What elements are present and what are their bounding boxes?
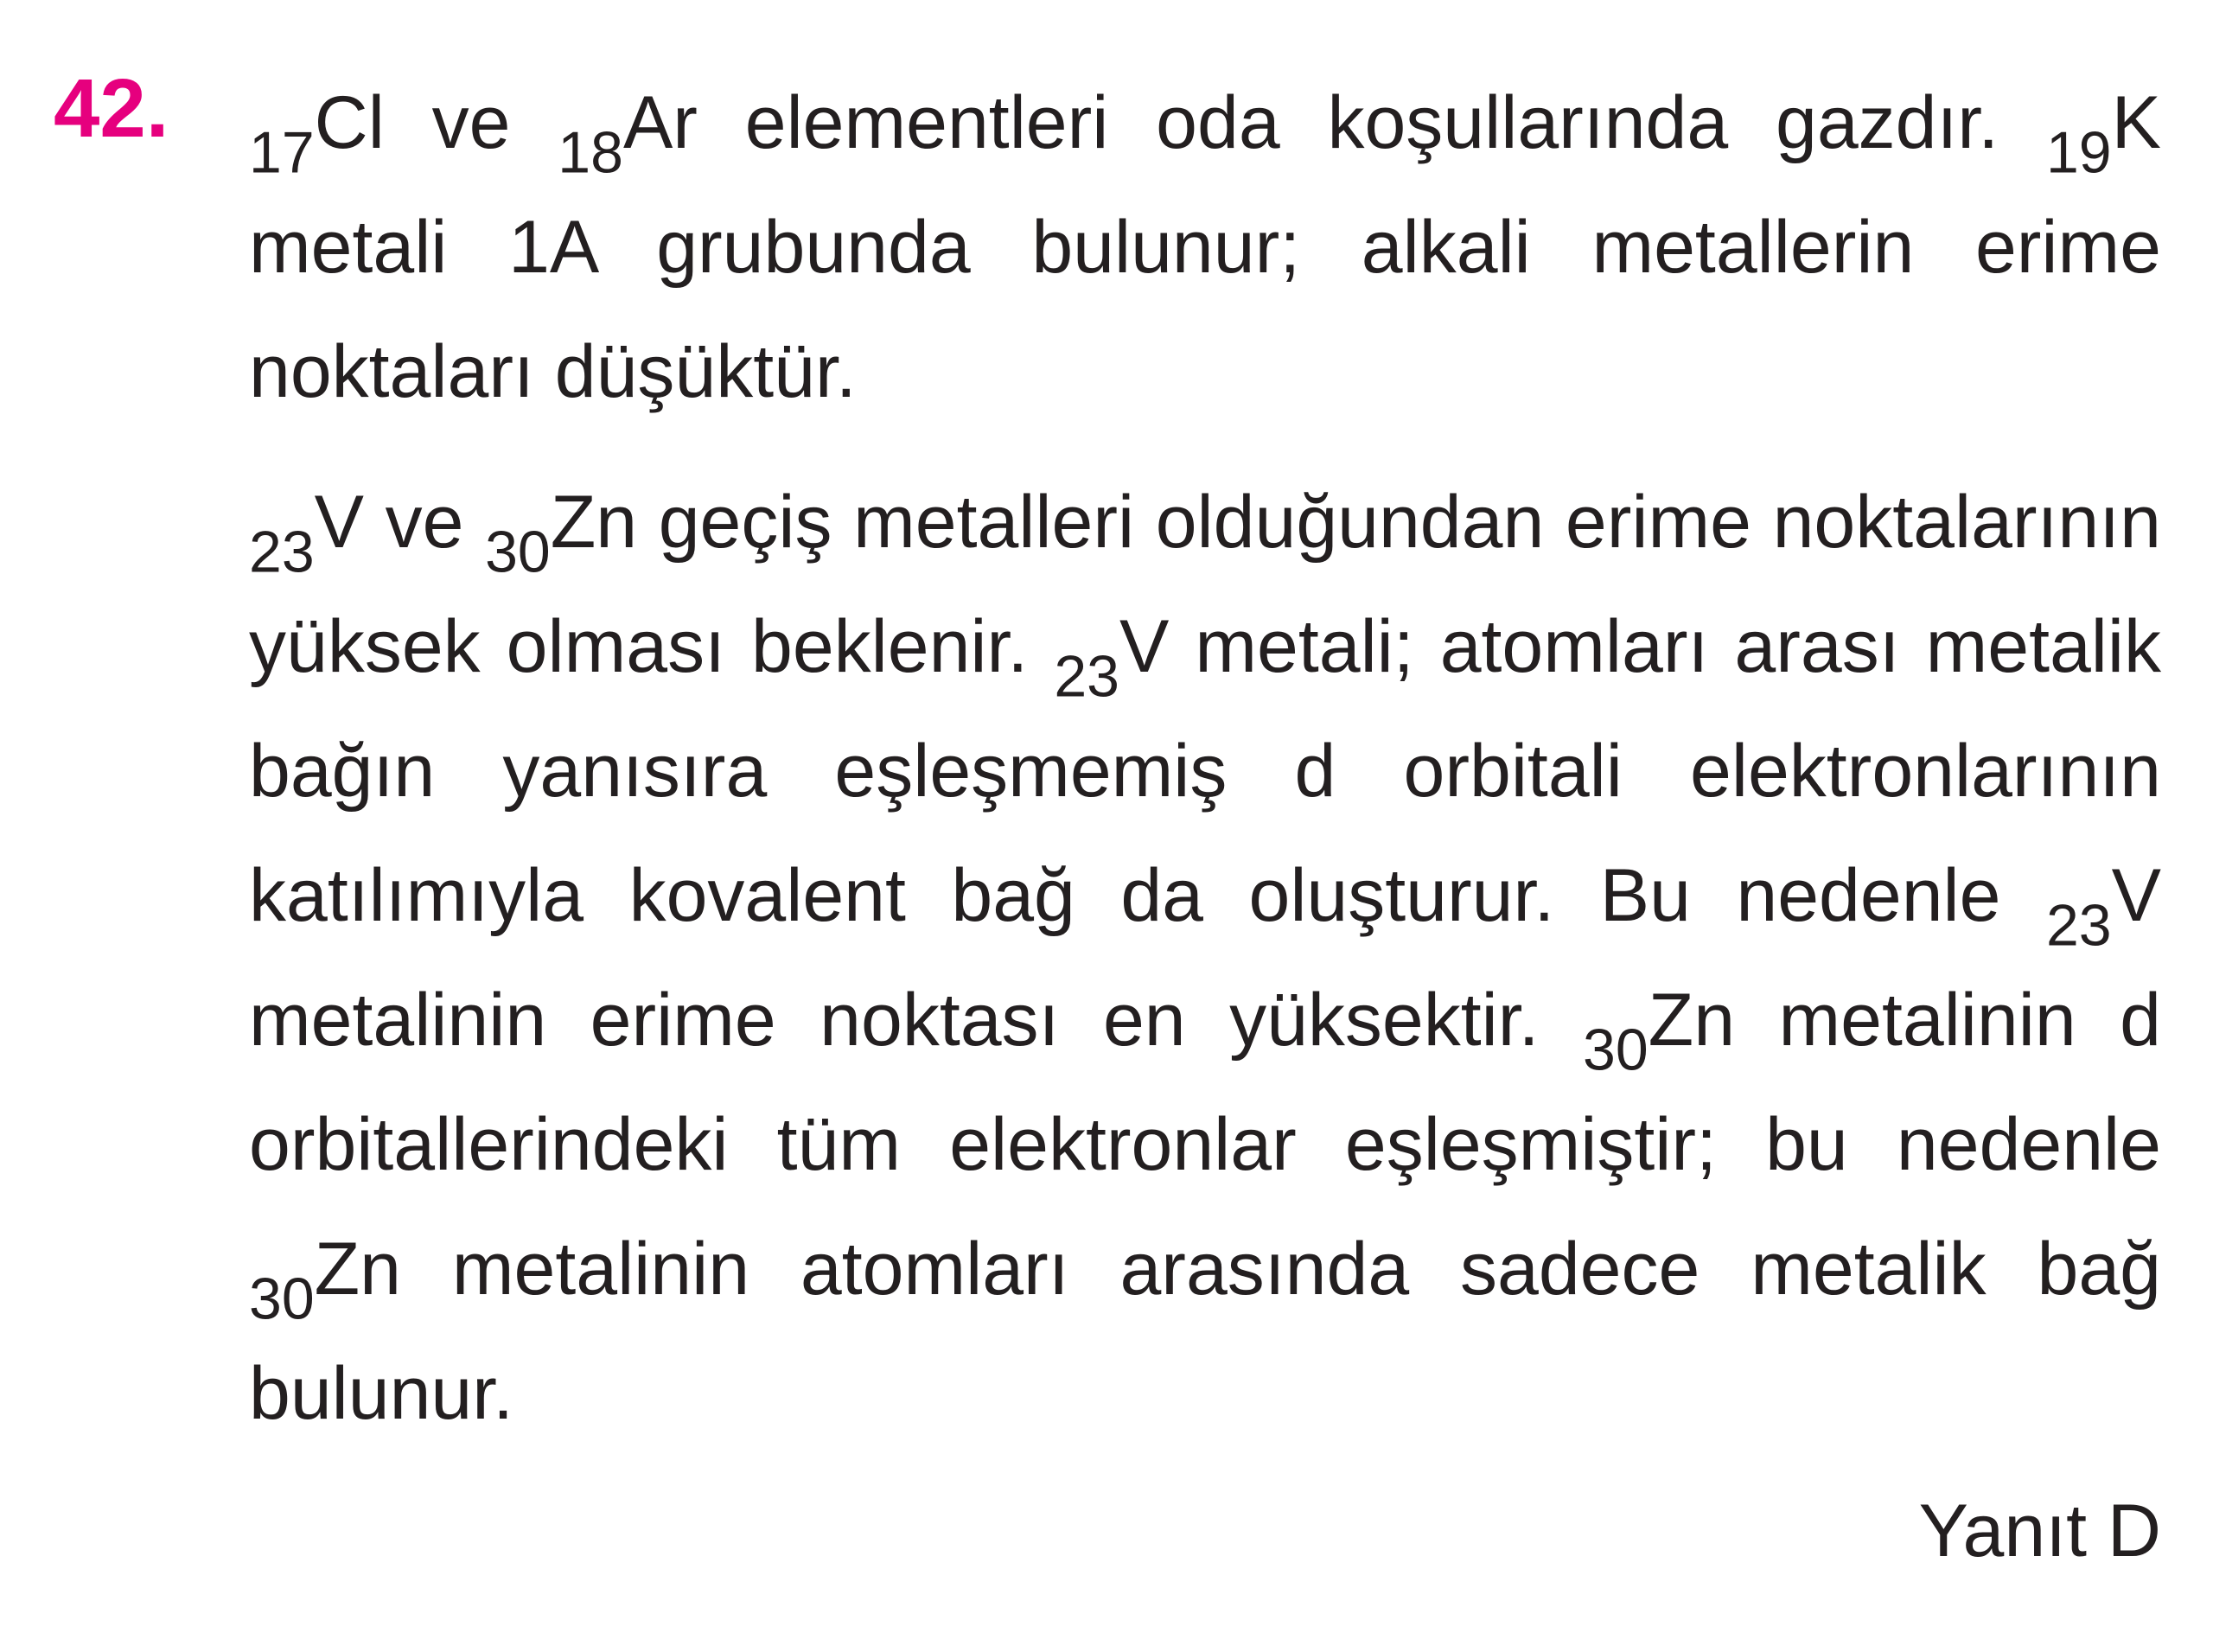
question-number: 42. <box>54 62 169 155</box>
atomic-number: 30 <box>485 519 551 585</box>
atomic-number: 23 <box>249 519 315 585</box>
text-run: V metalinin erime noktası en yüksektir. <box>249 854 2161 1062</box>
text-run: V ve <box>314 481 486 564</box>
text-run: Zn metalinin d orbitallerindeki tüm elektronlar eşleşmiştir; bu nedenle <box>249 979 2161 1186</box>
atomic-number: 17 <box>249 119 315 186</box>
atomic-number: 19 <box>2045 119 2112 186</box>
paragraph-1 <box>249 61 2161 434</box>
paragraph-2 <box>249 460 2161 1456</box>
atomic-number: 30 <box>1583 1017 1649 1083</box>
explanation-body <box>249 61 2161 1456</box>
atomic-number: 23 <box>2045 892 2112 959</box>
text-run: Cl ve <box>314 81 558 164</box>
text-run: Zn geçiş metalleri olduğundan erime noktalarının yüksek olması beklenir. <box>249 481 2161 688</box>
text-run: Zn metalinin atomları arasında sadece metalik bağ bulunur. <box>249 1228 2161 1435</box>
answer-label: Yanıt D <box>1918 1489 2161 1572</box>
atomic-number: 30 <box>249 1266 315 1332</box>
text-run: V metali; atomları arası metalik bağın yanısıra eşleşmemiş d orbitali elektronlarının katılımıyla kovalent bağ da oluşturur. Bu nedenle <box>249 605 2162 937</box>
atomic-number: 23 <box>1054 643 1119 710</box>
text-run: Ar elementleri oda koşullarında gazdır. <box>622 81 2046 164</box>
text-run: K metali 1A grubunda bulunur; alkali metallerin erime noktaları düşüktür. <box>249 81 2161 413</box>
atomic-number: 18 <box>558 119 623 186</box>
